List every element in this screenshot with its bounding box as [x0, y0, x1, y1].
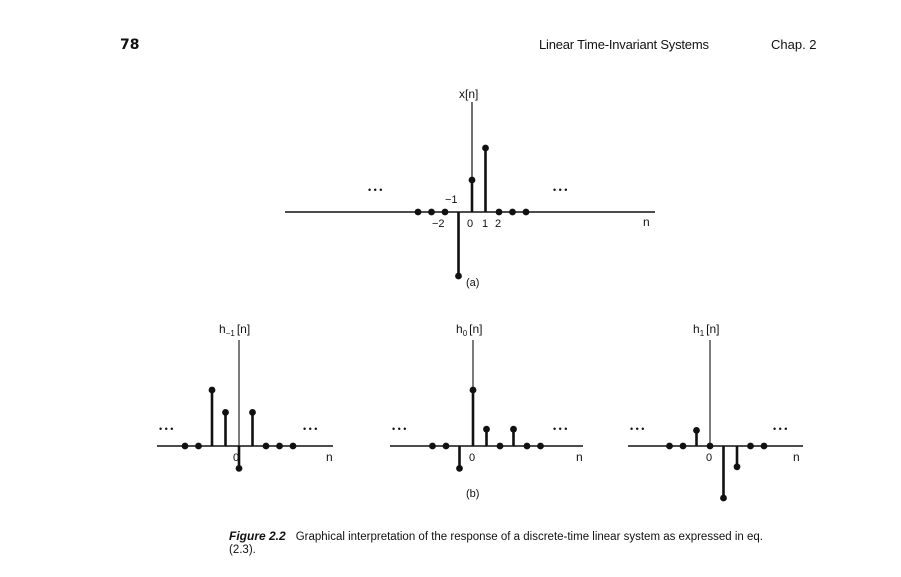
h1-sample-point	[720, 495, 727, 502]
h0-sample-point	[483, 426, 490, 433]
panel-b-plot-2	[390, 322, 583, 472]
h0-sample-point	[456, 465, 463, 472]
plot-1-tick-0: 0	[233, 452, 240, 464]
figure-caption	[229, 530, 789, 557]
panel-a-tick-neg2: −2	[432, 218, 445, 230]
h1-sample-point	[666, 443, 673, 450]
plot-1-ellipsis-left: • • •	[159, 424, 174, 434]
h1-sample-point	[761, 443, 768, 450]
h0-sample-point	[510, 426, 517, 433]
plot-3-stems	[666, 427, 767, 501]
h1-sample-point	[680, 443, 687, 450]
h0-sample-point	[537, 443, 544, 450]
h1-sample-point	[734, 463, 741, 470]
h1-sample-point	[693, 427, 700, 434]
caption-text: Graphical interpretation of the response of a discrete-time linear system as expressed in eq. (2.3).	[229, 531, 763, 556]
panel-a-xlabel: n	[643, 215, 650, 229]
h-minus1-sample-point	[195, 443, 202, 450]
h-minus1-sample-point	[182, 443, 189, 450]
panel-a-ellipsis-right: • • •	[553, 185, 568, 195]
panel-b-plot-1	[157, 322, 333, 472]
h0-sample-point	[497, 443, 504, 450]
panel-a	[285, 87, 655, 289]
plot-2-stems	[429, 387, 544, 472]
x-sample-point	[469, 177, 476, 184]
plot-2-tick-0: 0	[469, 452, 476, 464]
h-minus1-sample-point	[249, 409, 256, 416]
x-sample-point	[496, 209, 503, 216]
x-sample-point	[523, 209, 530, 216]
panel-a-tick-0: 0	[467, 218, 474, 230]
panel-a-ylabel: x[n]	[459, 87, 479, 101]
plot-1-ellipsis-right: • • •	[303, 424, 318, 434]
plot-3-xlabel: n	[793, 450, 800, 464]
x-sample-point	[442, 209, 449, 216]
h-minus1-sample-point	[209, 387, 216, 394]
h-minus1-sample-point	[276, 443, 283, 450]
chapter-label: Chap. 2	[771, 37, 817, 52]
plot-2-ylabel: $h_0$ [n]	[456, 322, 483, 338]
page-number: 78	[120, 37, 140, 53]
panel-a-sublabel: (a)	[466, 277, 480, 289]
x-sample-point	[428, 209, 435, 216]
plot-1-ylabel: $h_{-1}$ [n]	[219, 322, 251, 338]
panel-a-tick-1: 1	[482, 218, 489, 230]
h0-sample-point	[429, 443, 436, 450]
caption-label: Figure 2.2	[229, 529, 286, 543]
plot-3-ellipsis-left: • • •	[630, 424, 645, 434]
panel-a-annotation: −1	[445, 194, 458, 206]
h-minus1-sample-point	[222, 409, 229, 416]
x-sample-point	[509, 209, 516, 216]
plot-3-tick-0: 0	[706, 452, 713, 464]
plot-3-ellipsis-right: • • •	[773, 424, 788, 434]
x-sample-point	[415, 209, 422, 216]
h-minus1-sample-point	[290, 443, 297, 450]
h1-sample-point	[747, 443, 754, 450]
plot-2-xlabel: n	[576, 450, 583, 464]
x-sample-point	[455, 273, 462, 280]
plot-2-ellipsis-right: • • •	[553, 424, 568, 434]
panel-b-plot-3	[628, 322, 803, 501]
plot-1-xlabel: n	[326, 450, 333, 464]
h1-sample-point	[707, 443, 714, 450]
h0-sample-point	[470, 387, 477, 394]
h0-sample-point	[443, 443, 450, 450]
x-sample-point	[482, 145, 489, 152]
plot-2-ellipsis-left: • • •	[392, 424, 407, 434]
panel-a-tick-2: 2	[495, 218, 502, 230]
panel-b-sublabel: (b)	[466, 488, 480, 500]
plot-3-ylabel: $h_1$ [n]	[693, 322, 720, 338]
running-head: Linear Time-Invariant Systems	[539, 37, 709, 52]
h-minus1-sample-point	[263, 443, 270, 450]
h-minus1-sample-point	[236, 465, 243, 472]
panel-a-ellipsis-left: • • •	[368, 185, 383, 195]
h0-sample-point	[524, 443, 531, 450]
